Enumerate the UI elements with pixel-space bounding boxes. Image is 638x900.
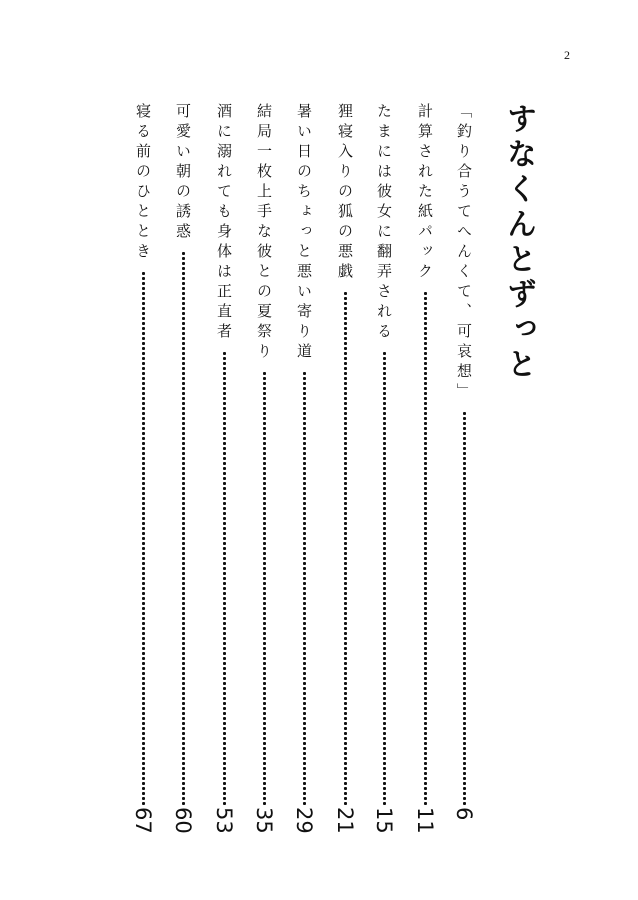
toc-entry-title: 計算された紙パック <box>416 103 434 283</box>
dot-leader <box>182 251 185 805</box>
toc-entry <box>131 103 155 835</box>
toc-entry <box>452 103 476 835</box>
dot-leader <box>223 351 226 805</box>
toc-entry <box>292 103 316 835</box>
dot-leader <box>463 411 466 805</box>
dot-leader <box>303 371 306 805</box>
toc-entry-page: 21 <box>333 807 357 834</box>
toc-entry-title: 寝る前のひととき <box>134 103 152 263</box>
toc-entry-title: 酒に溺れても身体は正直者 <box>215 103 233 343</box>
toc-entry-page: 11 <box>413 807 437 834</box>
toc-entry <box>171 103 195 835</box>
toc-entry <box>372 103 396 835</box>
toc-entry-page: 35 <box>252 807 276 834</box>
dot-leader <box>424 291 427 805</box>
toc-entry-title: たまには彼女に翻弄される <box>375 103 393 343</box>
toc-entry-page: 67 <box>131 807 155 834</box>
dot-leader <box>383 351 386 805</box>
toc-entry-page: 60 <box>171 807 195 834</box>
toc-entry-title: 狸寝入りの狐の悪戯 <box>336 103 354 283</box>
toc-entry <box>413 103 437 835</box>
dot-leader <box>142 271 145 805</box>
toc-entry-page: 29 <box>292 807 316 834</box>
toc-entry <box>333 103 357 835</box>
toc-entry <box>212 103 236 835</box>
toc-entry <box>252 103 276 835</box>
dot-leader <box>344 291 347 805</box>
toc-entry-page: 53 <box>212 807 236 834</box>
book-title: すなくんとずっと <box>501 103 536 383</box>
toc-entry-title: 「釣り合うてへんくて、可哀想」 <box>455 103 473 403</box>
dot-leader <box>263 371 266 805</box>
page-number: 2 <box>564 48 570 62</box>
toc-entry-page: 15 <box>372 807 396 834</box>
toc-entry-page: 6 <box>452 807 476 821</box>
toc-entry-title: 結局一枚上手な彼との夏祭り <box>255 103 273 363</box>
toc-entry-title: 暑い日のちょっと悪い寄り道 <box>295 103 313 363</box>
toc-entry-title: 可愛い朝の誘惑 <box>174 103 192 243</box>
